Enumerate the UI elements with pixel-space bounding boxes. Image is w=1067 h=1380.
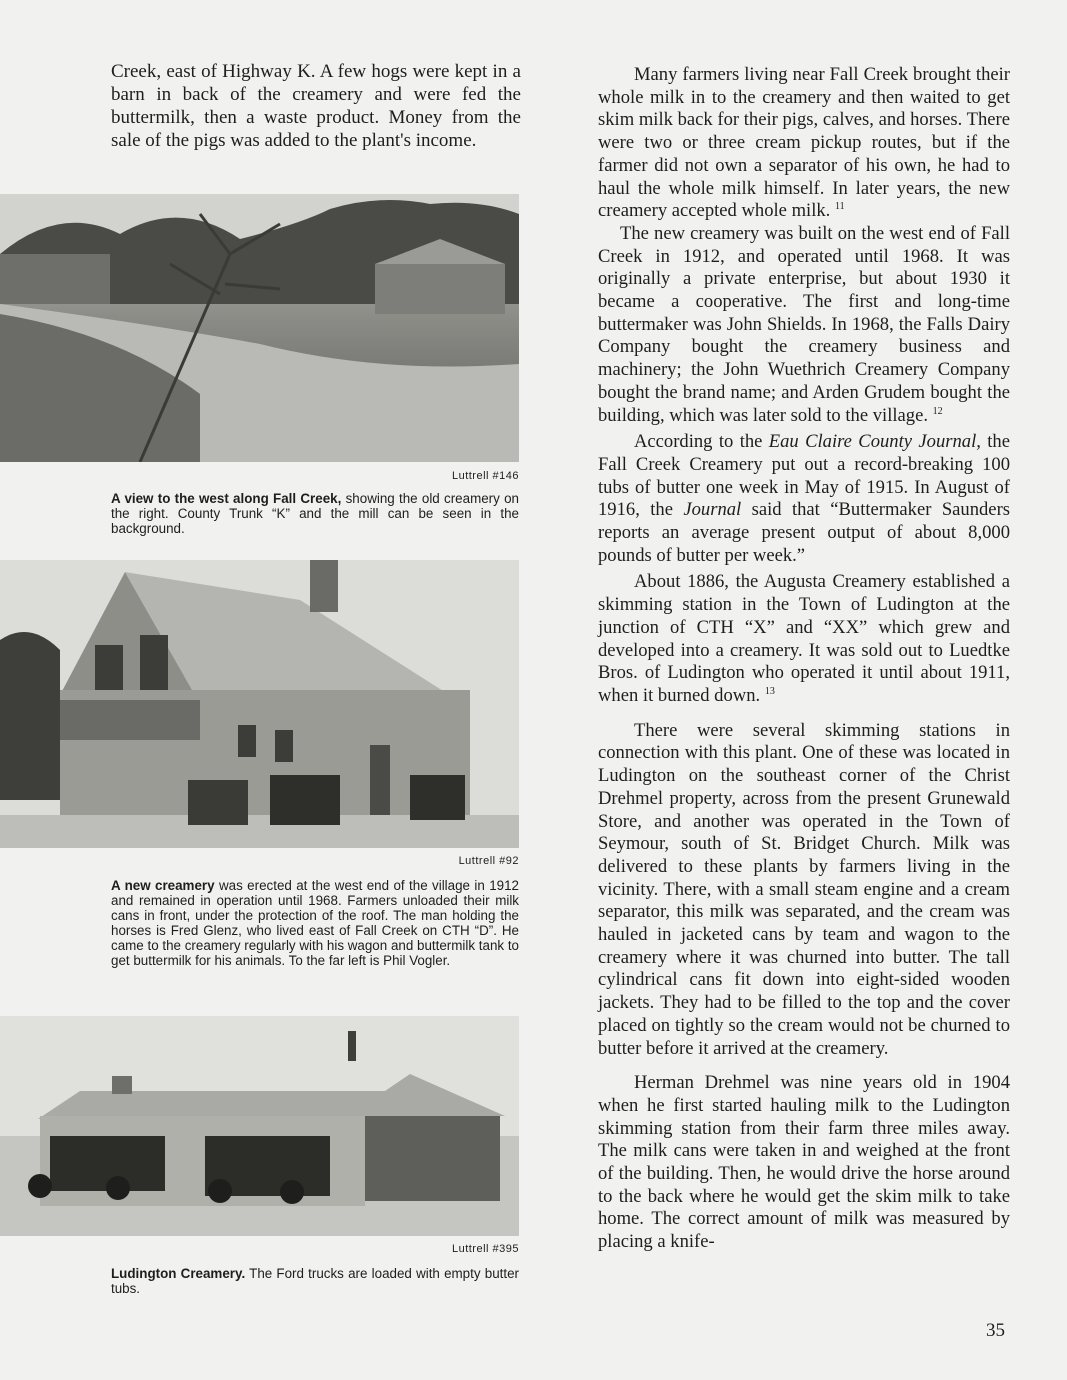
paragraph: Many farmers living near Fall Creek brought their whole milk in to the creamery and then waited to get skim milk back for their pigs, calves, and horses. There were two or three cream pickup routes, but if the farmer did not own a separator of his own, he had to haul the whole milk himself. In later years, the new creamery accepted whole milk. $^{11}$ xyxy=(598,64,1010,222)
caption-text: showing the old creamery on the right. County Trunk “K” and the mill can be seen in the background. xyxy=(111,491,519,536)
caption-text: was erected at the west end of the village in 1912 and remained in operation until 1968. Farmers unloaded their milk cans in front, under the protection of the roof. The man holding the horses is Fred Glenz, who lived east of Fall Creek on CTH “D”. He came to the creamery regularly with his wagon and buttermilk tank to get buttermilk for his animals. To the far left is Phil Vogler. xyxy=(111,878,519,968)
photo-caption xyxy=(111,1266,519,1296)
footnote-ref: 12 xyxy=(932,405,943,417)
photo-credit: Luttrell #146 xyxy=(451,470,519,482)
journal-title: Eau Claire County Journal, xyxy=(768,431,981,453)
caption-lead: A new creamery xyxy=(111,878,215,893)
caption-text: The Ford trucks are loaded with empty butter tubs. xyxy=(111,1266,519,1296)
footnote-ref: 11 xyxy=(834,201,845,213)
paragraph: The new creamery was built on the west end of Fall Creek in 1912, and operated until 1968. It was originally a private enterprise, but about 1930 it became a cooperative. The first and long-time buttermaker was John Shields. In 1968, the Falls Dairy Company bought the creamery business and machinery; the John Wuethrich Creamery Company bought the brand name; and Arden Grudem bought the building, which was later sold to the village. $^{12}$ xyxy=(598,222,1010,426)
photo-caption xyxy=(111,878,519,968)
paragraph: About 1886, the Augusta Creamery established a skimming station in the Town of Ludington at the junction of CTH “X” and “XX” which grew and developed into a creamery. It was sold out to Luedtke Bros. of Ludington who operated it until about 1911, when it burned down. $^{13}$ xyxy=(598,571,1010,706)
journal-title: Journal xyxy=(683,499,742,521)
paragraph: According to the Eau Claire County Journal, the Fall Creek Creamery put out a record-breaking 100 tubs of butter one week in May of 1915. In August of 1916, the Journal said that “Buttermaker Saunders reports an average present output of about 8,000 pounds of butter per week.” xyxy=(598,431,1010,566)
paragraph: There were several skimming stations in connection with this plant. One of these was located in Ludington on the southeast corner of the Christ Drehmel property, across from the present Grunewald Store, and another was operated in the Town of Seymour, south of St. Bridget Church. Milk was delivered to these plants by farmers living in the vicinity. There, with a small steam engine and a cream separator, this milk was separated, and the cream was hauled in jacketed cans by team and wagon to the creamery where it was churned into butter. The tall cylindrical cans fit down into eight-sided wooden jackets. They had to be filled to the top and the cover placed on tightly so the cream would not be churned to butter before it arrived at the creamery. xyxy=(598,719,1010,1059)
photo-new-creamery xyxy=(0,560,519,848)
left-column-text: Creek, east of Highway K. A few hogs were kept in a barn in back of the creamery and were fed the buttermilk, then a waste product. Money from the sale of the pigs was added to the plant's income. xyxy=(111,61,521,151)
photo-credit: Luttrell #92 xyxy=(458,855,519,867)
photo-fall-creek-view xyxy=(0,194,519,462)
footnote-ref: 13 xyxy=(764,685,775,697)
page-number: 35 xyxy=(986,1320,1005,1341)
photo-caption xyxy=(111,491,519,536)
photo-credit: Luttrell #395 xyxy=(451,1243,519,1255)
caption-lead: A view to the west along Fall Creek, xyxy=(111,491,342,506)
paragraph: Herman Drehmel was nine years old in 1904 when he first started hauling milk to the Ludington skimming station from their farm three miles away. The milk cans were taken in and weighed at the front of the building. Then, he would drive the horse around to the back where he would get the skim milk to take home. The correct amount of milk was measured by placing a knife- xyxy=(598,1072,1010,1253)
right-column-text xyxy=(598,64,1010,1254)
photo-ludington-creamery xyxy=(0,1016,519,1236)
caption-lead: Ludington Creamery. xyxy=(111,1266,246,1281)
